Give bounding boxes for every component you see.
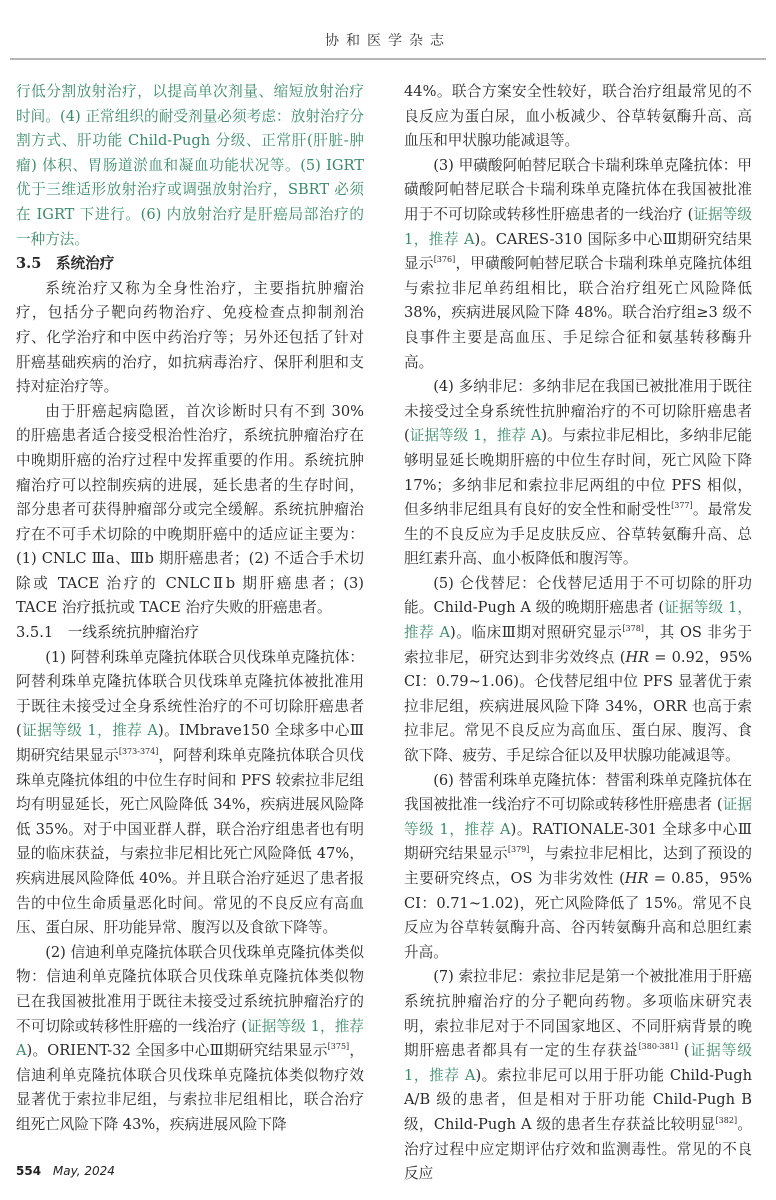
evidence-level-label: 证据等级 1，推荐 A — [404, 599, 752, 642]
item-5-text-d: = 0.92，95% CI：0.79~1.06)。仑伐替尼组中位 PFS 显著优于索拉非尼组，疾病进展风险下降 34%，ORR 也高于索拉非尼。常见不良反应为高血压、蛋白尿、腹泻、食欲下降、疲劳、手足综合征以及甲状腺功能减退等。 — [404, 648, 752, 765]
evidence-level-label: 证据等级 1，推荐 A — [404, 796, 752, 838]
item-2-text-b: )。ORIENT-32 全国多中心Ⅲ期研究结果显示 — [26, 1042, 328, 1060]
header-rule — [10, 58, 766, 60]
item-1-text-c: ，阿替利珠单克隆抗体联合贝伐珠单克隆抗体组的中位生存时间和 PFS 较索拉非尼组均有明显延长，死亡风险降低 34%，疾病进展风险降低 35%。对于中国亚群人群，联合治疗组患者也有明显的临床获益，与索拉非尼相比死亡风险降低 47%，疾病进展风险降低 40%。并且联合治疗延迟了患者报告的中位生命质量恶化时间。常见的不良反应有高血压、蛋白尿、肝功能异常、腹泻以及食欲下降等。 — [16, 747, 364, 937]
citation-ref: [376] — [433, 255, 456, 265]
paragraph-item-1 — [16, 646, 364, 941]
item-6-text-b: )。RATIONALE-301 全球多中心Ⅲ期研究结果显示 — [404, 820, 753, 863]
item-5-text-b: )。临床Ⅲ期对照研究显示 — [450, 624, 623, 642]
item-1-text-b: )。IMbrave150 全球多中心Ⅲ期研究结果显示 — [16, 722, 364, 765]
section-heading-3-5: 3.5 系统治疗 — [16, 255, 115, 273]
citation-ref: [382] — [715, 1115, 738, 1125]
evidence-level-label: 证据等级 1，推荐 A — [21, 722, 158, 740]
item-5-text-a: (5) 仑伐替尼：仑伐替尼适用于不可切除的肝功能。Child-Pugh A 级的晚期肝癌患者 ( — [404, 574, 752, 617]
item-6-text-d: = 0.85，95% CI：0.71~1.02)，死亡风险降低了 15%。常见不良反应为谷草转氨酶升高、谷丙转氨酶升高和总胆红素升高。 — [404, 870, 753, 961]
subsection-heading-3-5-1: 3.5.1 一线系统抗肿瘤治疗 — [16, 624, 200, 642]
item-3-text-a: (3) 甲磺酸阿帕替尼联合卡瑞利珠单克隆抗体：甲磺酸阿帕替尼联合卡瑞利珠单克隆抗体在我国被批准用于不可切除或转移性肝癌患者的一线治疗 ( — [404, 156, 752, 223]
hazard-ratio-label: HR — [624, 870, 649, 887]
citation-ref: [373-374] — [118, 747, 159, 757]
item-7-text-c: )。索拉非尼可以用于肝功能 Child-Pugh A/B 级的患者，但是相对于肝功能 Child-Pugh B 级，Child-Pugh A 级的患者生存获益比较明显 — [404, 1066, 753, 1133]
green-summary-paragraph: 行低分割放射治疗，以提高单次剂量、缩短放射治疗时间。(4) 正常组织的耐受剂量必须考虑：放射治疗分割方式、肝功能 Child-Pugh 分级、正常肝(肝脏-肿瘤) 体积、胃肠道淤血和凝血功能状况等。(5) IGRT 优于三维适形放射治疗或调强放射治疗，SBRT 必须在 IGRT 下进行。(6) 内放射治疗是肝癌局部治疗的一种方法。 — [16, 83, 364, 248]
item-3-text-c: ，甲磺酸阿帕替尼联合卡瑞利珠单克隆抗体组与索拉非尼单药组相比，联合治疗组死亡风险降低 38%，疾病进展风险下降 48%。联合治疗组≥3 级不良事件主要是高血压、手足综合征和氨基转移酶升高。 — [404, 255, 752, 371]
paragraph-systemic-therapy: 系统治疗又称为全身性治疗，主要指抗肿瘤治疗，包括分子靶向药物治疗、免疫检查点抑制剂治疗、化学治疗和中医中药治疗等；另外还包括了针对肝癌基础疾病的治疗，如抗病毒治疗、保肝利胆和支持对症治疗等。 — [16, 279, 364, 396]
evidence-level-label: 证据等级 1，推荐 A — [404, 1042, 752, 1084]
paragraph-item-3 — [404, 154, 752, 375]
item-6-text-c: ，与索拉非尼相比，达到了预设的主要研究终点，OS 为非劣效性 ( — [404, 845, 752, 887]
item-7-text-b: ( — [678, 1042, 690, 1060]
item-4-text-a: (4) 多纳非尼：多纳非尼在我国已被批准用于既往未接受过全身系统性抗肿瘤治疗的不可切除肝癌患者 ( — [404, 378, 752, 445]
item-6-text-a: (6) 替雷利珠单克隆抗体：替雷利珠单克隆抗体在我国被批准一线治疗不可切除或转移性肝癌患者 ( — [404, 771, 752, 814]
item-4-text-b: )。与索拉非尼相比，多纳非尼能够明显延长晚期肝癌的中位生存时间，死亡风险下降 17%；多纳非尼和索拉非尼两组的中位 PFS 相似，但多纳非尼组具有良好的安全性和耐受性 — [404, 427, 752, 519]
page-number: 554 — [16, 1164, 42, 1178]
item-2-text-c: ，信迪利单克隆抗体联合贝伐珠单克隆抗体类似物疗效显著优于索拉非尼组，与索拉非尼组相比，联合治疗组死亡风险下降 43%，疾病进展风险下降 — [16, 1042, 364, 1133]
paragraph-item-5 — [404, 572, 752, 769]
left-column — [16, 80, 364, 1138]
paragraph-item-2-continued: 44%。联合方案安全性较好，联合治疗组最常见的不良反应为蛋白尿，血小板减少、谷草转氨酶升高、高血压和甲状腺功能减退等。 — [404, 83, 752, 150]
right-column — [404, 80, 752, 1187]
evidence-level-label: 证据等级 1，推荐 A — [409, 427, 542, 445]
item-7-text-d: 。治疗过程中应定期评估疗效和监测毒性。常见的不良反应 — [404, 1115, 752, 1183]
paragraph-item-2 — [16, 941, 364, 1138]
paragraph-indications: 由于肝癌起病隐匿，首次诊断时只有不到 30% 的肝癌患者适合接受根治性治疗，系统抗肿瘤治疗在中晚期肝癌的治疗过程中发挥重要的作用。系统抗肿瘤治疗可以控制疾病的进展，延长患者的生存时间，部分患者可获得肿瘤部分或完全缓解。系统抗肿瘤治疗在不可手术切除的中晚期肝癌中的适应证主要为：(1) CNLC Ⅲa、Ⅲb 期肝癌患者；(2) 不适合手术切除或 TACE 治疗的 CNLCⅡb 期肝癌患者；(3) TACE 治疗抵抗或 TACE 治疗失败的肝癌患者。 — [16, 402, 364, 617]
issue-date: May, 2024 — [52, 1164, 115, 1178]
paragraph-item-7 — [404, 965, 752, 1186]
journal-header-title: 协和医学杂志 — [325, 33, 451, 49]
item-3-text-b: )。CARES-310 国际多中心Ⅲ期研究结果显示 — [404, 230, 752, 273]
paragraph-item-6 — [404, 769, 752, 966]
citation-ref: [375] — [327, 1042, 350, 1052]
citation-ref: [378] — [622, 624, 644, 634]
citation-ref: [379] — [507, 845, 530, 855]
item-1-text-a: (1) 阿替利珠单克隆抗体联合贝伐珠单克隆抗体：阿替利珠单克隆抗体联合贝伐珠单克隆抗体被批准用于既往未接受过全身系统性治疗的不可切除肝癌患者 ( — [16, 648, 364, 740]
citation-ref: [380-381] — [638, 1042, 679, 1052]
citation-ref: [377] — [671, 501, 693, 511]
evidence-level-label: 证据等级 1，推荐 A — [16, 1017, 364, 1060]
item-4-text-c: 。最常发生的不良反应为手足皮肤反应、谷草转氨酶升高、总胆红素升高、血小板降低和腹泻等。 — [404, 501, 752, 568]
item-2-text-a: (2) 信迪利单克隆抗体联合贝伐珠单克隆抗体类似物：信迪利单克隆抗体联合贝伐珠单克隆抗体类似物已在我国被批准用于既往未接受过系统抗肿瘤治疗的不可切除或转移性肝癌的一线治疗 ( — [16, 943, 364, 1035]
page-footer — [16, 1164, 115, 1178]
paragraph-item-4 — [404, 375, 752, 572]
item-7-text-a: (7) 索拉非尼：索拉非尼是第一个被批准用于肝癌系统抗肿瘤治疗的分子靶向药物。多项临床研究表明，索拉非尼对于不同国家地区、不同肝病背景的晚期肝癌患者都具有一定的生存获益 — [404, 968, 752, 1060]
evidence-level-label: 证据等级 1，推荐 A — [404, 205, 752, 248]
hazard-ratio-label: HR — [625, 648, 650, 666]
item-5-text-c: ，其 OS 非劣于索拉非尼，研究达到非劣效终点 ( — [404, 624, 752, 666]
